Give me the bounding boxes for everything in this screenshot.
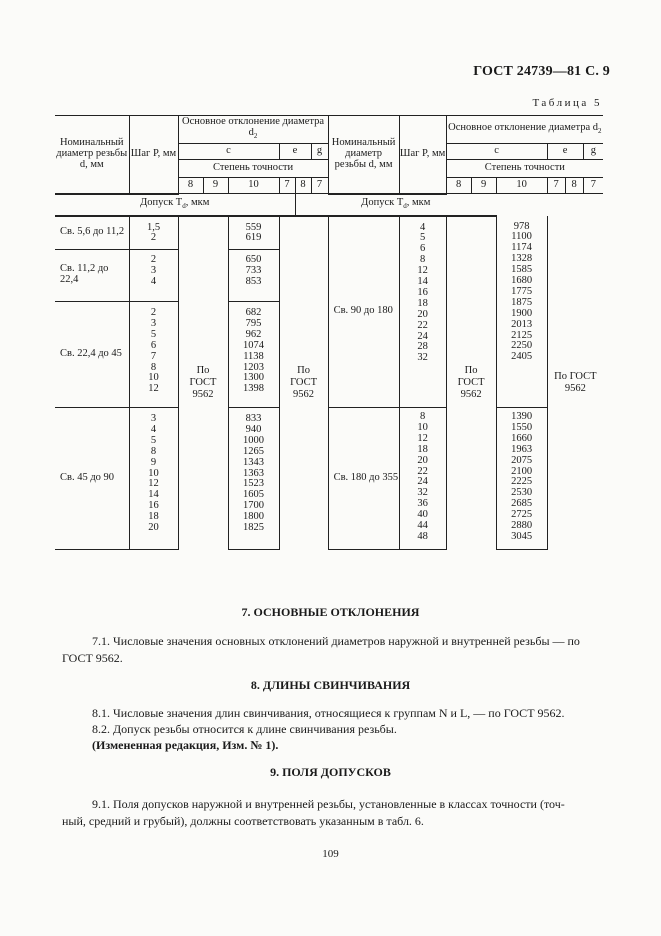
- deviation-e-right: e: [547, 144, 583, 160]
- range-cell: Св. 5,6 до 11,2: [55, 216, 129, 250]
- tolerance-cell: 682 795 962 1074 1138 1203 1300 1398: [228, 302, 279, 408]
- grade-cell: 8: [178, 178, 203, 194]
- deviation-g: g: [311, 144, 328, 160]
- deviation-e: e: [279, 144, 311, 160]
- tolerance-cell: 559 619: [228, 216, 279, 250]
- grade-cell: 7: [583, 178, 603, 194]
- deviation-g-right: g: [583, 144, 603, 160]
- grade-cell: 8: [565, 178, 583, 194]
- pitch-header-right: Шаг P, мм: [399, 116, 446, 194]
- pitch-cell: 8 10 12 18 20 22 24 32 36 40 44 48: [399, 408, 446, 550]
- deviation-c-right: c: [446, 144, 547, 160]
- tolerance-header: Допуск $T_d$, мкм: [55, 194, 295, 216]
- tolerance-cell: 833 940 1000 1265 1343 1363 1523 1605 1700 1800 1825: [228, 408, 279, 550]
- grade-cell: 7: [279, 178, 295, 194]
- range-cell: Св. 180 до 355: [328, 408, 399, 550]
- nominal-diameter-header: Номинальный диаметр резьбы d, мм: [55, 116, 129, 194]
- accuracy-degree-header: Степень точности: [178, 160, 328, 178]
- pitch-cell: 2 3 4: [129, 250, 178, 302]
- pitch-cell: 3 4 5 8 9 10 12 14 16 18 20: [129, 408, 178, 550]
- paragraph-8-2: 8.2. Допуск резьбы относится к длине свинчивания резьбы.: [92, 722, 397, 736]
- tolerance-cell: 650 733 853: [228, 250, 279, 302]
- deviation-c: c: [178, 144, 279, 160]
- nominal-diameter-header-right: Номинальный диаметр резьбы d, мм: [328, 116, 399, 194]
- table-label: Таблица 5: [532, 97, 602, 109]
- range-cell: Св. 11,2 до 22,4: [55, 250, 129, 302]
- section-8-title: 8. ДЛИНЫ СВИНЧИВАНИЯ: [250, 678, 411, 692]
- paragraph-9-1-cont: ный, средний и грубый), должны соответствовать указанным в табл. 6.: [62, 814, 424, 828]
- grade-cell: 10: [228, 178, 279, 194]
- range-cell: Св. 22,4 до 45: [55, 302, 129, 408]
- pitch-cell: 2 3 5 6 7 8 10 12: [129, 302, 178, 408]
- amendment-note: (Измененная редакция, Изм. № 1).: [92, 738, 279, 752]
- grade-cell: 9: [471, 178, 496, 194]
- page-number: 109: [322, 848, 339, 860]
- po-gost-cell: По ГОСТ 9562: [446, 216, 496, 550]
- grade-cell: 7: [547, 178, 565, 194]
- grade-cell: 8: [295, 178, 311, 194]
- basic-deviation-header-right: Основное отклонение диаметра $d_2$: [446, 116, 603, 144]
- pitch-cell: 1,5 2: [129, 216, 178, 250]
- section-7-title: 7. ОСНОВНЫЕ ОТКЛОНЕНИЯ: [241, 605, 420, 619]
- pitch-cell: 4 5 6 8 12 14 16 18 20 22 24 28 32: [399, 216, 446, 408]
- accuracy-degree-header-right: Степень точности: [446, 160, 603, 178]
- section-9-title: 9. ПОЛЯ ДОПУСКОВ: [270, 765, 391, 779]
- tolerance-cell: 978 1100 1174 1328 1585 1680 1775 1875 1900 2013 2125 2250 2405: [496, 216, 547, 408]
- range-cell: Св. 45 до 90: [55, 408, 129, 550]
- grade-cell: 9: [203, 178, 228, 194]
- document-reference: ГОСТ 24739—81 С. 9: [473, 64, 610, 79]
- pitch-header: Шаг P, мм: [129, 116, 178, 194]
- range-cell: Св. 90 до 180: [328, 216, 399, 408]
- paragraph-9-1: 9.1. Поля допусков наружной и внутренней резьбы, установленные в классах точности (точ-: [92, 797, 565, 811]
- po-gost-cell: По ГОСТ 9562: [279, 216, 328, 550]
- paragraph-7-1: 7.1. Числовые значения основных отклонений диаметров наружной и внутренней резьбы — по: [92, 634, 580, 648]
- grade-cell: 7: [311, 178, 328, 194]
- tolerance-table: [55, 115, 603, 550]
- tolerance-header-right: Допуск $T_d$, мкм: [295, 194, 496, 216]
- paragraph-8-1: 8.1. Числовые значения длин свинчивания, относящиеся к группам N и L, — по ГОСТ 9562.: [92, 706, 565, 720]
- po-gost-cell: По ГОСТ 9562: [554, 370, 597, 394]
- grade-cell: 10: [496, 178, 547, 194]
- grade-cell: 8: [446, 178, 471, 194]
- paragraph-7-1-cont: ГОСТ 9562.: [62, 651, 123, 665]
- tolerance-cell: 1390 1550 1660 1963 2075 2100 2225 2530 2685 2725 2880 3045: [496, 408, 547, 550]
- po-gost-cell: По ГОСТ 9562: [178, 216, 228, 550]
- basic-deviation-header: Основное отклонение диаметра $d_2$: [178, 116, 328, 144]
